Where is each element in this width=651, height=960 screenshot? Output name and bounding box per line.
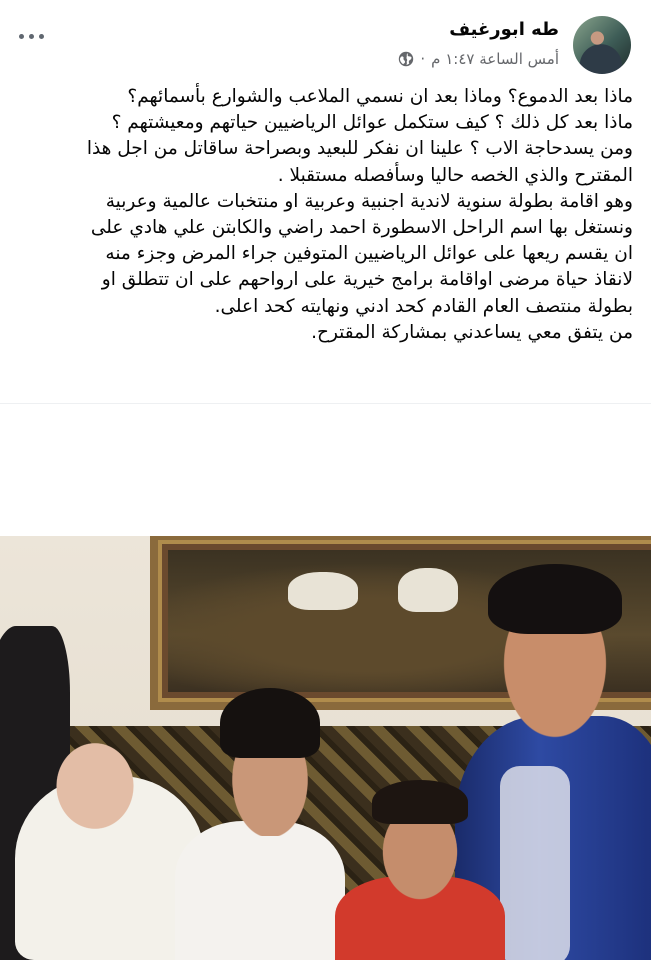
post-line: ماذا بعد الدموع؟ وماذا بعد ان نسمي الملاعب والشوارع بأسمائهم؟ bbox=[127, 86, 633, 107]
post-meta bbox=[398, 50, 559, 68]
girl-sweater bbox=[175, 821, 345, 960]
post-line: ماذا بعد كل ذلك ؟ كيف ستكمل عوائل الرياضيين حياتهم ومعيشتهم ؟ bbox=[111, 112, 633, 134]
post-line: ان يقسم ريعها على عوائل الرياضيين المتوفين جراء المرض وجزء منه bbox=[105, 243, 633, 265]
post-line: لانقاذ حياة مرضى اواقامة برامج خيرية على ارواحهم على ان تتطلق او bbox=[101, 269, 633, 291]
more-dot bbox=[39, 34, 44, 39]
more-dot bbox=[19, 34, 24, 39]
man-shirt bbox=[500, 766, 570, 960]
more-dot bbox=[29, 34, 34, 39]
post-line: بطولة منتصف العام القادم كحد ادني ونهايته كحد اعلى. bbox=[214, 295, 633, 317]
meta-separator: · bbox=[420, 50, 426, 68]
divider bbox=[0, 403, 651, 404]
post-header bbox=[0, 0, 651, 84]
post-timestamp[interactable]: أمس الساعة ١:٤٧ م bbox=[431, 50, 559, 68]
globe-icon[interactable] bbox=[398, 51, 414, 67]
post-line: ومن يسدحاجة الاب ؟ علينا ان نفكر للبعيد وبصراحة ساقاتل من اجل هذا bbox=[86, 138, 633, 160]
boy-hair bbox=[372, 780, 468, 824]
girl-hair bbox=[220, 688, 320, 758]
painted-dog bbox=[398, 568, 458, 612]
man-hair bbox=[488, 564, 622, 634]
author-avatar[interactable] bbox=[573, 16, 631, 74]
post-line: من يتفق معي يساعدني بمشاركة المقترح. bbox=[311, 321, 633, 343]
post-body bbox=[21, 84, 633, 346]
author-name[interactable]: طه ابورغيف bbox=[449, 19, 559, 40]
painted-dog bbox=[288, 572, 358, 610]
post-photo[interactable] bbox=[0, 536, 651, 960]
post-line: وهو اقامة بطولة سنوية لاندية اجنبية وعربية او منتخبات عالمية وعربية bbox=[105, 190, 633, 212]
baby-face bbox=[50, 736, 140, 836]
post-line: المقترح والذي الخصه حاليا وسأفصله مستقبلا . bbox=[277, 164, 633, 186]
post-line: ونستغل بها اسم الراحل الاسطورة احمد راضي والكابتن علي هادي على bbox=[90, 217, 633, 239]
more-options-button[interactable] bbox=[14, 26, 48, 46]
